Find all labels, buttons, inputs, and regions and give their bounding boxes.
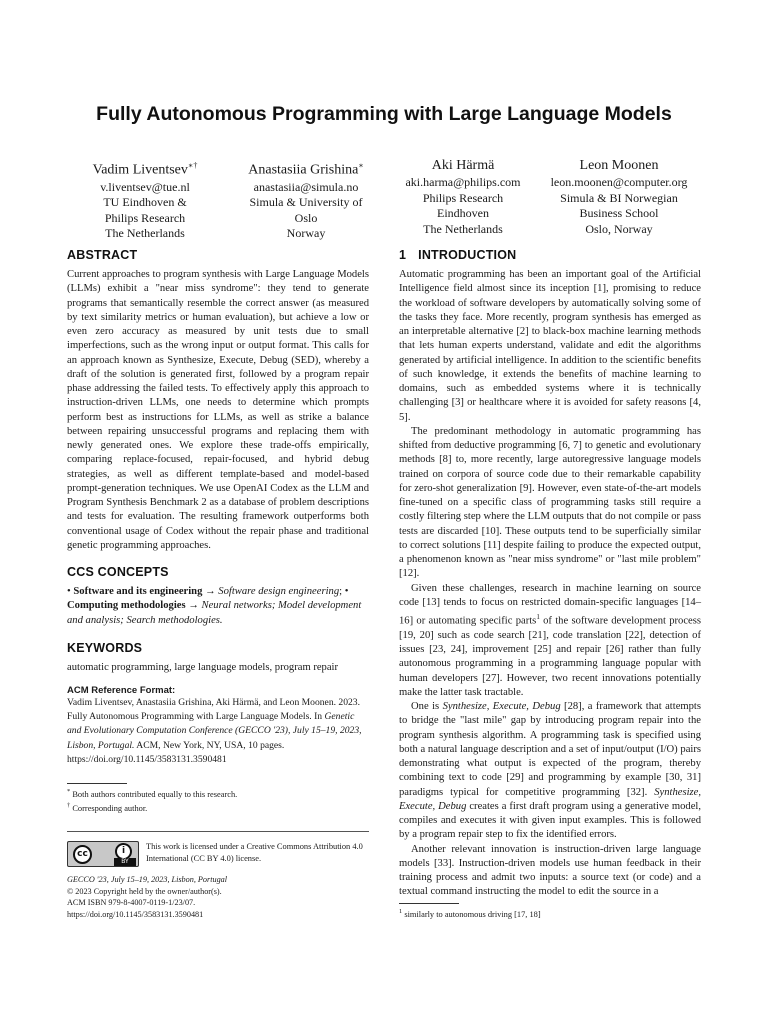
cc-icon: cc: [73, 845, 92, 864]
acm-isbn: ACM ISBN 979-8-4007-0119-1/23/07.: [67, 898, 196, 908]
author-affiliation: Simula & BI Norwegian: [560, 190, 678, 205]
acm-reference-text: [67, 696, 369, 767]
author-3: [378, 157, 548, 237]
author-affiliation: Business School: [579, 206, 659, 221]
ccs-bullet: •: [67, 586, 71, 597]
ccs-bullet: •: [344, 586, 349, 597]
author-name: Leon Moonen: [579, 158, 659, 173]
author-country: Norway: [286, 226, 326, 241]
acm-reference-label: ACM Reference Format:: [67, 685, 176, 696]
left-column: [67, 248, 369, 767]
ccs-sub-software: Software design engineering: [218, 586, 340, 597]
abstract-paragraph: Current approaches to program synthesis with Large Language Models (LLMs) exhibit a "near miss syndrome": they tend to generate programs that semantically resemble the correct answer (as measured by text similarity metrics or human evaluation), but achieve a low or even zero accuracy as measured by unit tests due to small imperfections, such as the wrong input or output format. This calls for an approach known as Synthesize, Execute, Debug (SED), whereby a draft of the solution is generated first, followed by a program repair phase addressing the failed tests. To effectively apply this approach to instruction-driven LLMs, one needs to determine which prompts perform best as instructions for LLMs, as well as strike a balance between repairing unsuccessful programs and replacing them with newly generated ones. We explore these trade-offs empirically, comparing replace-focused, repair-focused, and hybrid debug strategies, as well as different template-based and model-based prompt-generation techniques. We use OpenAI Codex as the LLM and Program Synthesis Benchmark 2 as a database of problem descriptions and tests for evaluation. The resulting framework outperforms both conventional usage of Codex without the repair phase and traditional genetic programming approaches.: [67, 269, 369, 551]
author-email[interactable]: leon.moonen@computer.org: [550, 175, 688, 189]
author-1: [60, 157, 230, 242]
author-affiliation: Philips Research: [422, 190, 504, 205]
author-name: Anastasiia Grishina: [248, 162, 359, 178]
intro-paragraph-1: Automatic programming has been an important goal of the Artificial Intelligence field almost since its inception [1], promising to reduce the workload of software developers by automatically solving some of the tasks they face. More recently, program synthesis has emerged as an interpretable alternative [2] to black-box machine learning methods that lets human experts understand, validate and edit the algorithms generated by artificial intelligence. In addition to the scientific benefits of such knowledge, it extends the benefits of machine learning to domains, such as embedded systems where it is technically challenging [3] or healthcare where it is avoided for safety reasons [4, 5].: [399, 269, 701, 423]
acm-reference-venue: Genetic and Evolutionary Computation Conference (GECCO '23), July 15–19, 2023, Lisbon, Portugal.: [67, 711, 362, 751]
ccs-arrow: →: [188, 600, 199, 612]
author-affiliation: Oslo: [294, 210, 318, 225]
introduction-heading: [399, 248, 701, 262]
footnote-rule: [399, 903, 459, 904]
author-country: The Netherlands: [105, 226, 185, 241]
author-4: [534, 157, 704, 237]
paper-title: Fully Autonomous Programming with Large Language Models: [96, 103, 672, 125]
author-marks: ∗†: [187, 161, 198, 170]
author-email[interactable]: anastasiia@simula.no: [253, 179, 359, 194]
ccs-text: • Software and its engineering → Software design engineering; • Computing methodologies → Neural networks; Model development and analysis; Search methodologies.: [67, 586, 362, 626]
footnote-marker[interactable]: 1: [536, 613, 540, 621]
doi-link[interactable]: https://doi.org/10.1145/3583131.3590481: [67, 909, 204, 919]
keywords-text: automatic programming, large language models, program repair: [67, 661, 339, 673]
footnote-corresponding: † Corresponding author.: [67, 802, 148, 814]
ccs-term-computing: Computing methodologies: [67, 600, 186, 612]
ccs-sub-computing: Neural networks; Model development and analysis; Search methodologies.: [67, 600, 362, 626]
ccs-term-software: Software and its engineering: [73, 586, 203, 597]
intro-paragraph-2: The predominant methodology in automatic programming has shifted from deductive programming [6, 7] to genetic and evolutionary methods [8] to, more recently, large autoregressive language models trained on corpora of source code due to their remarkable capability for zero-shot generalization [9]. However, even state-of-the-art models fine-tuned on a specific class of programming tasks still require a costly filtering step where the LLM outputs that do not compile or pass tests are discarded [10]. These outputs tend to be superficially similar to correct solutions [11] despite failing to produce the expected output, a phenomenon known as "near miss syndrome" or "last mile problem" [12].: [399, 425, 701, 580]
by-attribution-icon: i: [115, 843, 132, 860]
author-affiliation: Philips Research: [104, 210, 186, 225]
author-marks: ∗: [358, 161, 364, 170]
conference-info: [67, 874, 369, 920]
intro-paragraph-5: Another relevant innovation is instruction-driven large language models [33]. Instruction-driven models use human feedback in their training process and admit two inputs: a source text (or code) and a textual command instructing the model to edit the source in a: [399, 843, 701, 898]
author-2: [221, 157, 391, 242]
author-affiliation: Simula & University of: [249, 195, 363, 210]
author-name: Aki Härmä: [431, 158, 495, 173]
cc-by-label: BY: [114, 858, 136, 866]
abstract-text: [67, 268, 369, 553]
copyright: © 2023 Copyright held by the owner/author(s).: [67, 886, 222, 896]
license-text: This work is licensed under a Creative Commons Attribution 4.0 International (CC BY 4.0) license.: [146, 842, 363, 863]
author-name: Vadim Liventsev: [92, 162, 188, 178]
ccs-heading: CCS CONCEPTS: [67, 565, 169, 579]
footnote-right: $^1$ similarly to autonomous driving [17, 18]: [399, 908, 541, 919]
keywords-heading: KEYWORDS: [67, 640, 143, 655]
acm-reference-doi[interactable]: ACM, New York, NY, USA, 10 pages. https://doi.org/10.1145/3583131.3590481: [67, 739, 285, 765]
author-country: Oslo, Norway: [585, 221, 653, 236]
intro-paragraph-4: One is Synthesize, Execute, Debug [28], a framework that attempts to bridge the "last mile" gap by introducing program repair into the program synthesis algorithm. A programming task is specified using both a natural language description and a set of input/output (I/O) pairs demonstrating what output is expected of the program, thereby combining text to code [29] and programming by example [30, 31] paradigms typical for competitive programming [32]. Synthesize, Execute, Debug creates a first draft program using a generative model, compiles and executes it with given input examples. This is followed by a program repair step to fix the identified errors.: [399, 701, 701, 841]
footnote-equal-contribution: * Both authors contributed equally to this research.: [67, 788, 238, 799]
ccs-arrow: →: [205, 586, 216, 597]
abstract-heading: ABSTRACT: [67, 248, 138, 262]
right-column: [399, 248, 701, 900]
footnote-rule: [67, 783, 127, 784]
section-title: INTRODUCTION: [418, 248, 517, 262]
author-affiliation: Eindhoven: [437, 206, 489, 221]
cc-by-license-icon[interactable]: [67, 841, 139, 867]
author-affiliation: TU Eindhoven &: [103, 195, 187, 210]
conference-venue: GECCO '23, July 15–19, 2023, Lisbon, Portugal: [67, 875, 228, 884]
section-number: 1: [399, 248, 407, 262]
license-rule: [67, 831, 369, 832]
author-email[interactable]: v.liventsev@tue.nl: [100, 179, 190, 194]
intro-paragraph-3: Given these challenges, research in machine learning on source code [13] tends to focus on restricted domain-specific languages [14–16] or automating specific parts$^1$ of the software development process [19, 20] such as code search [21], code translation [22], detection of issues [23, 24], improvement [25] and repair [26] rather than fully autonomous programming in a programming language popular with human developers [27]. However, two recent innovations potentially make the latter task tractable.: [399, 582, 701, 698]
introduction-text: [399, 268, 701, 900]
footnotes-left: [67, 786, 369, 815]
author-country: The Netherlands: [423, 221, 503, 236]
author-email[interactable]: aki.harma@philips.com: [405, 175, 521, 189]
acm-reference-authors: Vadim Liventsev, Anastasiia Grishina, Aki Härmä, and Leon Moonen. 2023. Fully Autonomous Programming with Large Language Models. In: [67, 697, 360, 723]
